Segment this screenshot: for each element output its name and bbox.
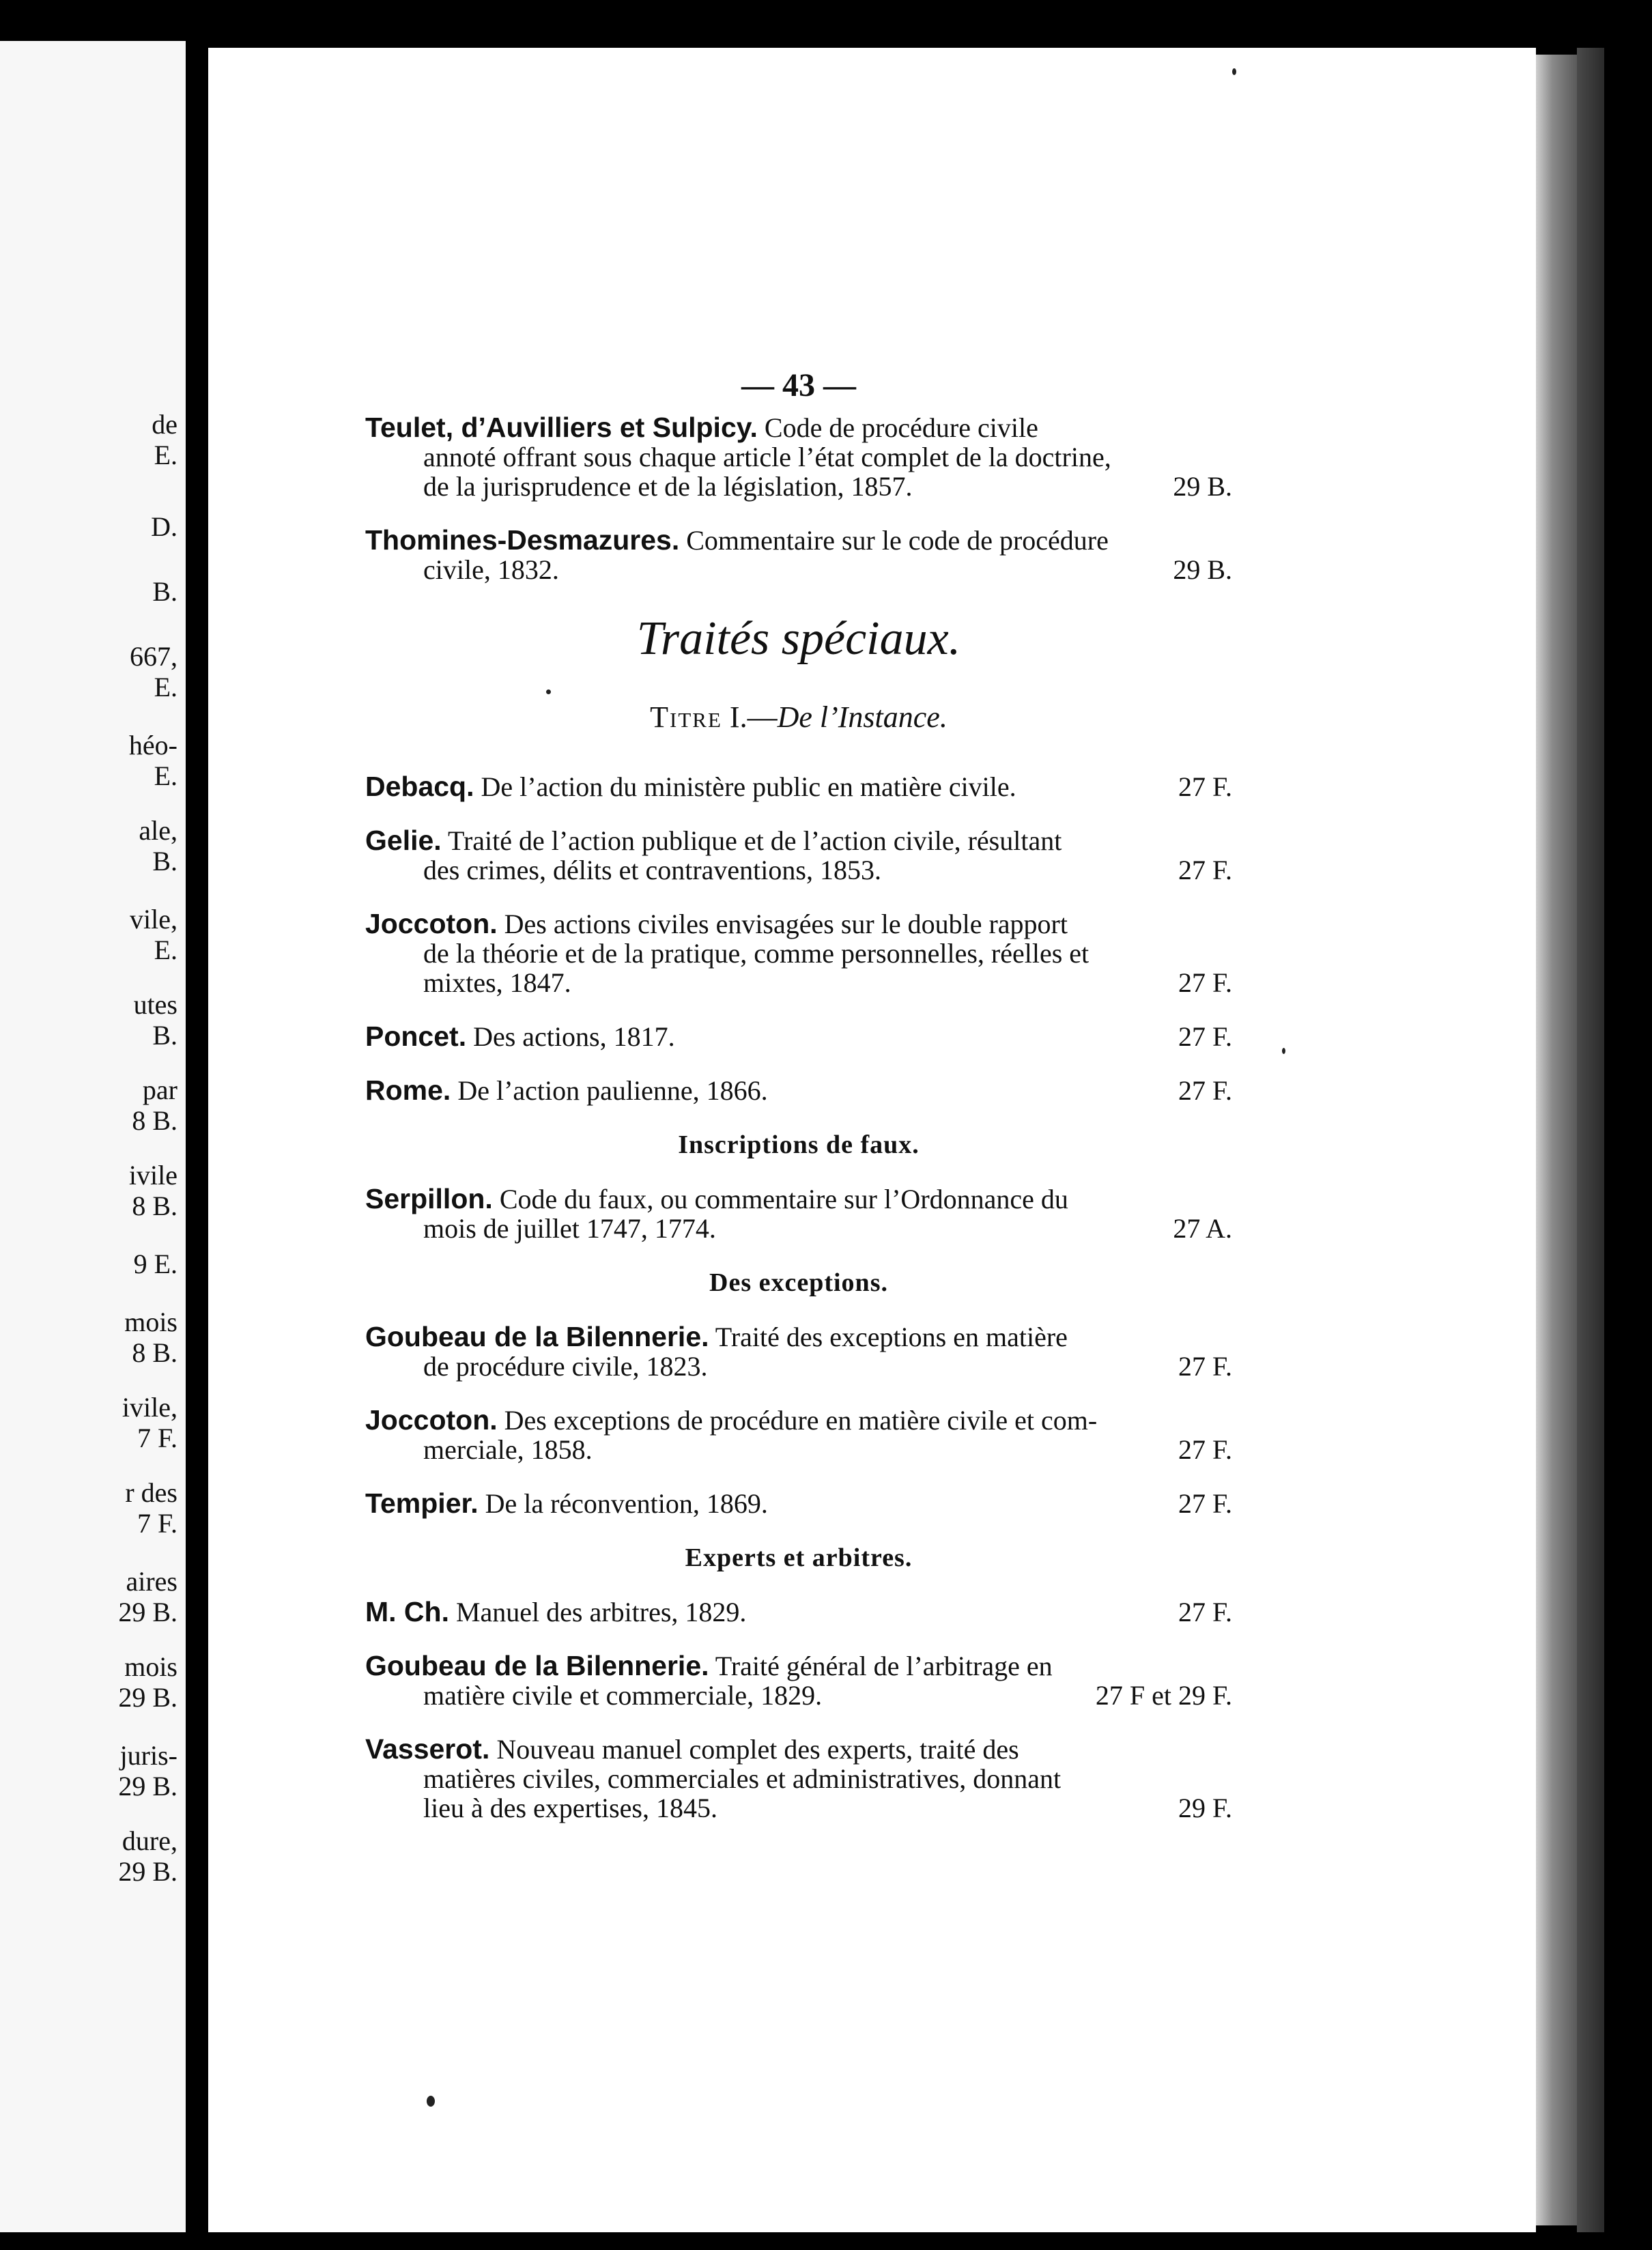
facing-page-text: 7 F. [137, 1508, 177, 1539]
entry-title-text: Des exceptions de procédure en matière civile et com- [497, 1405, 1098, 1436]
entries-exceptions [365, 1322, 1232, 1518]
entry-heading [365, 1597, 746, 1627]
entry-first-line [365, 1184, 1232, 1214]
facing-page-text: de [152, 409, 177, 440]
bibliography-entry [365, 413, 1232, 501]
entry-author: Vasserot. [365, 1733, 490, 1765]
entry-title-text: Des actions civiles envisagées sur le double rapport [497, 909, 1068, 939]
facing-page-text: 9 E. [133, 1249, 177, 1279]
entries-general [365, 413, 1232, 584]
bibliography-entry [365, 1651, 1232, 1710]
facing-page-text: par [142, 1074, 177, 1105]
entry-heading [365, 909, 1068, 939]
entry-last-text: merciale, 1858. [423, 1434, 593, 1465]
bibliography-entry [365, 1489, 1232, 1518]
facing-page-fragment [0, 41, 186, 2232]
facing-page-text: 29 B. [118, 1856, 177, 1887]
entry-title-text: Code de procédure civile [757, 412, 1038, 443]
entry-shelf-mark: 29 F. [1178, 1793, 1232, 1823]
facing-page-text: dure, [122, 1825, 177, 1856]
entry-last-text: mixtes, 1847. [423, 967, 571, 998]
facing-page-text: aires [126, 1566, 177, 1597]
facing-page-text: D. [151, 511, 177, 542]
facing-page-text: 29 B. [118, 1771, 177, 1802]
entry-author: Joccoton. [365, 908, 498, 939]
entry-author: Goubeau de la Bilennerie. [365, 1321, 709, 1352]
entry-heading [365, 1406, 1097, 1435]
entry-last-line [365, 472, 1232, 501]
entry-last-line [365, 1352, 1232, 1381]
entry-last-line [365, 968, 1232, 997]
bibliography-entry [365, 1406, 1232, 1464]
bibliography-entry [365, 1184, 1232, 1243]
facing-page-text: ivile, [122, 1392, 177, 1423]
entry-first-line [365, 1406, 1232, 1435]
entry-last-text: de la jurisprudence et de la législation, 1857. [423, 471, 913, 502]
bibliography-entry [365, 826, 1232, 885]
entry-shelf-mark: 27 F. [1178, 855, 1232, 885]
entry-first-line [365, 909, 1232, 939]
entry-heading [365, 1022, 675, 1051]
entry-title-text: Manuel des arbitres, 1829. [448, 1597, 747, 1627]
entry-first-line [365, 826, 1232, 855]
entry-shelf-mark: 27 F. [1178, 1434, 1232, 1465]
entry-last-line [365, 1214, 1232, 1243]
entry-shelf-mark: 27 F. [1178, 1488, 1232, 1519]
entry-heading [365, 1184, 1068, 1214]
entry-title-text: Commentaire sur le code de procédure [679, 525, 1109, 556]
facing-page-text: 8 B. [132, 1105, 177, 1136]
entry-last-text: lieu à des expertises, 1845. [423, 1793, 717, 1823]
entry-first-line [365, 413, 1232, 442]
entry-first-line [365, 1076, 1232, 1105]
bibliography-entry [365, 1597, 1232, 1627]
entry-title-text: De l’action du ministère public en matière civile. [474, 771, 1016, 802]
entry-shelf-mark: 27 F et 29 F. [1095, 1680, 1232, 1711]
entry-continuation-line: matières civiles, commerciales et administratives, donnant [423, 1763, 1062, 1794]
bibliography-entry [365, 526, 1232, 584]
entry-last-line [365, 1681, 1232, 1710]
page-content [365, 365, 1232, 1847]
entry-shelf-mark: 27 F. [1178, 967, 1232, 998]
entry-shelf-mark: 27 F. [1178, 1351, 1232, 1382]
facing-page-text: B. [152, 576, 177, 607]
entry-title-text: Des actions, 1817. [466, 1021, 675, 1052]
facing-page-text: mois [124, 1651, 177, 1682]
facing-page-text: ale, [139, 815, 177, 846]
bibliography-entry [365, 1322, 1232, 1381]
facing-page-text: 8 B. [132, 1191, 177, 1221]
entries-faux [365, 1184, 1232, 1243]
facing-page-text: B. [152, 1020, 177, 1051]
entry-author: Gelie. [365, 825, 442, 856]
entries-experts [365, 1597, 1232, 1823]
entry-first-line [365, 1651, 1232, 1681]
entry-first-line [365, 1489, 1232, 1518]
entry-first-line [365, 1322, 1232, 1352]
facing-page-text: ivile [128, 1160, 177, 1191]
entry-heading [365, 526, 1109, 555]
entry-heading [365, 772, 1016, 801]
entry-author: Poncet. [365, 1021, 467, 1052]
page-edge-shadow [1536, 55, 1577, 2225]
facing-page-text: B. [152, 846, 177, 877]
entry-continuation-line: annoté offrant sous chaque article l’état complet de la doctrine, [423, 442, 1111, 472]
subsection-experts: Experts et arbitres. [685, 1543, 913, 1572]
entry-author: Thomines-Desmazures. [365, 524, 680, 556]
bibliography-entry [365, 1022, 1232, 1051]
entry-shelf-mark: 27 A. [1173, 1213, 1232, 1244]
entry-heading [365, 1489, 768, 1518]
facing-page-text: mois [124, 1307, 177, 1337]
entry-author: Tempier. [365, 1487, 479, 1519]
facing-page-text: vile, [130, 904, 177, 935]
facing-page-text: E. [154, 672, 177, 702]
bibliography-entry [365, 772, 1232, 801]
entry-first-line [365, 1597, 1232, 1627]
book-cover-edge [1577, 48, 1604, 2232]
ink-speck [427, 2096, 435, 2107]
ink-speck [1232, 68, 1236, 75]
bibliography-entry [365, 909, 1232, 997]
entry-title-text: Traité des exceptions en matière [709, 1322, 1068, 1352]
entry-author: Rome. [365, 1074, 451, 1106]
ink-speck [1282, 1048, 1285, 1054]
entry-shelf-mark: 27 F. [1178, 1597, 1232, 1627]
facing-page-text: 667, [130, 641, 177, 672]
facing-page-text: héo- [128, 730, 177, 760]
bibliography-entry [365, 1076, 1232, 1105]
entry-heading [365, 826, 1062, 855]
entries-instance [365, 772, 1232, 1105]
facing-page-text: utes [133, 989, 177, 1020]
entry-last-line [365, 555, 1232, 584]
entry-author: M. Ch. [365, 1596, 449, 1627]
entry-title-text: De la réconvention, 1869. [478, 1488, 768, 1519]
entry-author: Joccoton. [365, 1404, 498, 1436]
entry-last-text: de procédure civile, 1823. [423, 1351, 708, 1382]
entry-first-line [365, 772, 1232, 801]
entry-last-text: matière civile et commerciale, 1829. [423, 1680, 823, 1711]
entry-heading [365, 413, 1038, 442]
entry-heading [365, 1322, 1068, 1352]
facing-page-text: 7 F. [137, 1423, 177, 1453]
bibliography-entry [365, 1735, 1232, 1823]
entry-heading [365, 1651, 1053, 1681]
entry-heading [365, 1076, 768, 1105]
entry-shelf-mark: 29 B. [1173, 554, 1232, 585]
section-title: Traités spéciaux. [636, 612, 961, 665]
entry-author: Teulet, d’Auvilliers et Sulpicy. [365, 412, 758, 443]
titre-label: Titre [650, 700, 722, 734]
facing-page-text: E. [154, 760, 177, 791]
subsection-faux: Inscriptions de faux. [678, 1130, 920, 1159]
facing-page-text: 29 B. [118, 1682, 177, 1713]
entry-first-line [365, 1022, 1232, 1051]
entry-shelf-mark: 29 B. [1173, 471, 1232, 502]
entry-last-line [365, 855, 1232, 885]
entry-title-text: Traité général de l’arbitrage en [709, 1651, 1053, 1681]
subsection-exceptions: Des exceptions. [709, 1268, 888, 1297]
entry-title-text: Code du faux, ou commentaire sur l’Ordonnance du [492, 1184, 1068, 1214]
facing-page-text: juris- [119, 1740, 177, 1771]
facing-page-text: 29 B. [118, 1597, 177, 1627]
entry-last-line [365, 1435, 1232, 1464]
entry-shelf-mark: 27 F. [1178, 1075, 1232, 1106]
facing-page-text: E. [154, 935, 177, 965]
entry-author: Goubeau de la Bilennerie. [365, 1650, 709, 1681]
entry-heading [365, 1735, 1019, 1764]
entry-title-text: Nouveau manuel complet des experts, traité des [489, 1734, 1019, 1765]
titre-heading [365, 700, 1232, 735]
facing-page-text: r des [125, 1477, 177, 1508]
entry-last-line [365, 1793, 1232, 1823]
entry-title-text: De l’action paulienne, 1866. [451, 1075, 768, 1106]
titre-number: I.— [729, 700, 778, 734]
entry-author: Serpillon. [365, 1183, 493, 1214]
entry-last-text: mois de juillet 1747, 1774. [423, 1213, 716, 1244]
facing-page-text: E. [154, 440, 177, 470]
entry-shelf-mark: 27 F. [1178, 1021, 1232, 1052]
entry-last-text: civile, 1832. [423, 554, 559, 585]
titre-subject: De l’Instance. [777, 700, 948, 734]
facing-page-text: 8 B. [132, 1337, 177, 1368]
entry-shelf-mark: 27 F. [1178, 771, 1232, 802]
entry-title-text: Traité de l’action publique et de l’action civile, résultant [441, 825, 1062, 856]
entry-continuation-line: de la théorie et de la pratique, comme personnelles, réelles et [423, 938, 1090, 969]
entry-last-text: des crimes, délits et contraventions, 1853. [423, 855, 881, 885]
entry-author: Debacq. [365, 771, 474, 802]
entry-first-line [365, 1735, 1232, 1764]
entry-first-line [365, 526, 1232, 555]
page-number: — 43 — [741, 367, 856, 403]
